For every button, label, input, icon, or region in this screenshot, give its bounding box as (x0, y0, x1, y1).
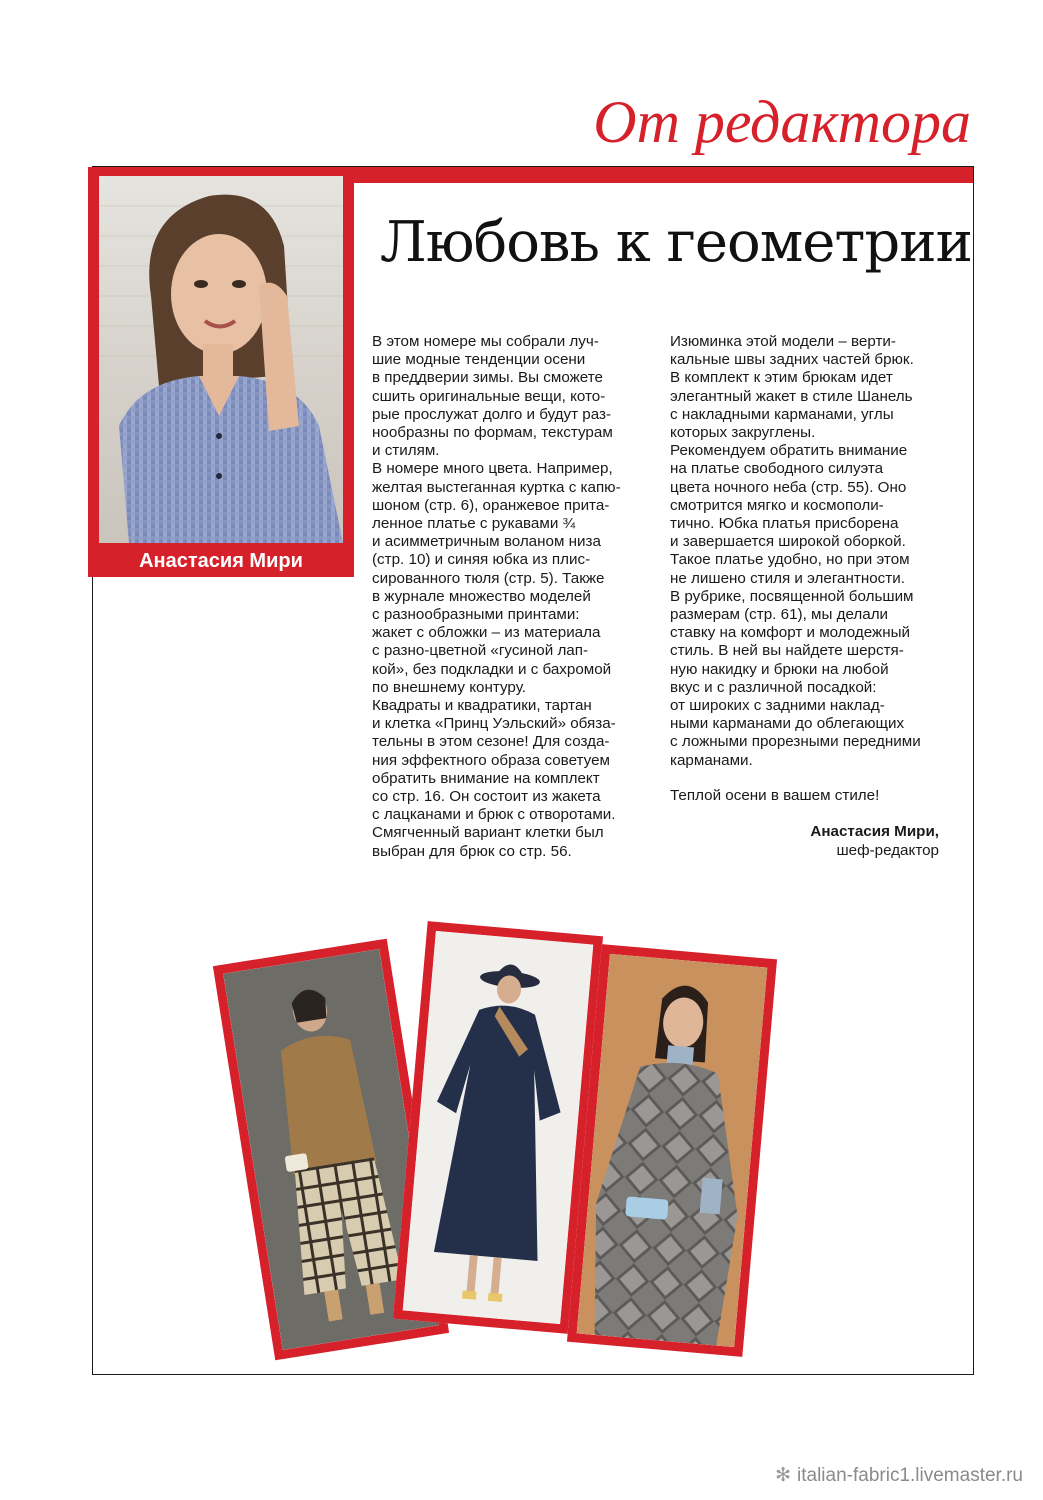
fashion-photo-navy-dress (403, 931, 594, 1324)
article-column-left: В этом номере мы собрали луч- шие модные тенденции осени в преддверии зимы. Вы сможете сшить оригинальные вещи, кото- рые прослужат долго и будут раз- нообразны по формам, текстурам и стилям. В номере много цвета. Например, желтая выстеганная куртка с капю- шоном (стр. 6), оранжевое прита- ленное платье с рукавами ¾ и асимметричным воланом низа (стр. 10) и синяя юбка из плис- сированного тюля (стр. 5). Также в журнале множество моделей с разнообразными принтами: жакет с обложки – из материала с разно-цветной «гусиной лап- кой», без подкладки и с бахромой по внешнему контуру. Квадраты и квадратики, тартан и клетка «Принц Уэльский» обяза- тельны в этом сезоне! Для созда- ния эффектного образа советуем обратить внимание на комплект со стр. 16. Он состоит из жакета с лацканами и брюк с отворотами. Смягченный вариант клетки был выбран для брюк со стр. 56. (372, 333, 621, 860)
fashion-photo-wool-cape (577, 954, 768, 1347)
article-title: Любовь к геометрии (380, 210, 972, 275)
signature-name: Анастасия Мири, (810, 823, 939, 840)
signature-role: шеф-редактор (836, 842, 939, 859)
editor-portrait-photo (99, 176, 343, 543)
editor-portrait-illustration (99, 176, 343, 543)
signature (810, 822, 939, 860)
portrait-caption: Анастасия Мири (139, 550, 303, 572)
section-title: От редактора (593, 89, 971, 155)
fashion-photo-card-3 (567, 944, 777, 1357)
closing-line: Теплой осени в вашем стиле! (670, 787, 880, 804)
snowflake-icon: ✻ (775, 1465, 792, 1486)
fashion-photo-card-2 (393, 921, 603, 1334)
watermark (775, 1464, 1023, 1487)
article-column-right: Изюминка этой модели – верти- кальные швы задних частей брюк. В комплект к этим брюкам идет элегантный жакет в стиле Шанель с накладными карманами, углы которых закруглены. Рекомендуем обратить внимание на платье свободного силуэта цвета ночного неба (стр. 55). Оно смотрится мягко и космополи- тично. Юбка платья присборена и завершается широкой оборкой. Такое платье удобно, но при этом не лишено стиля и элегантности. В рубрике, посвященной большим размерам (стр. 61), мы делали ставку на комфорт и молодежный стиль. В ней вы найдете шерстя- ную накидку и брюки на любой вкус и с различной посадкой: от широких с задними наклад- ными карманами до облегающих с ложными прорезными передними карманами. (670, 333, 921, 769)
watermark-text: italian-fabric1.livemaster.ru (797, 1465, 1023, 1486)
